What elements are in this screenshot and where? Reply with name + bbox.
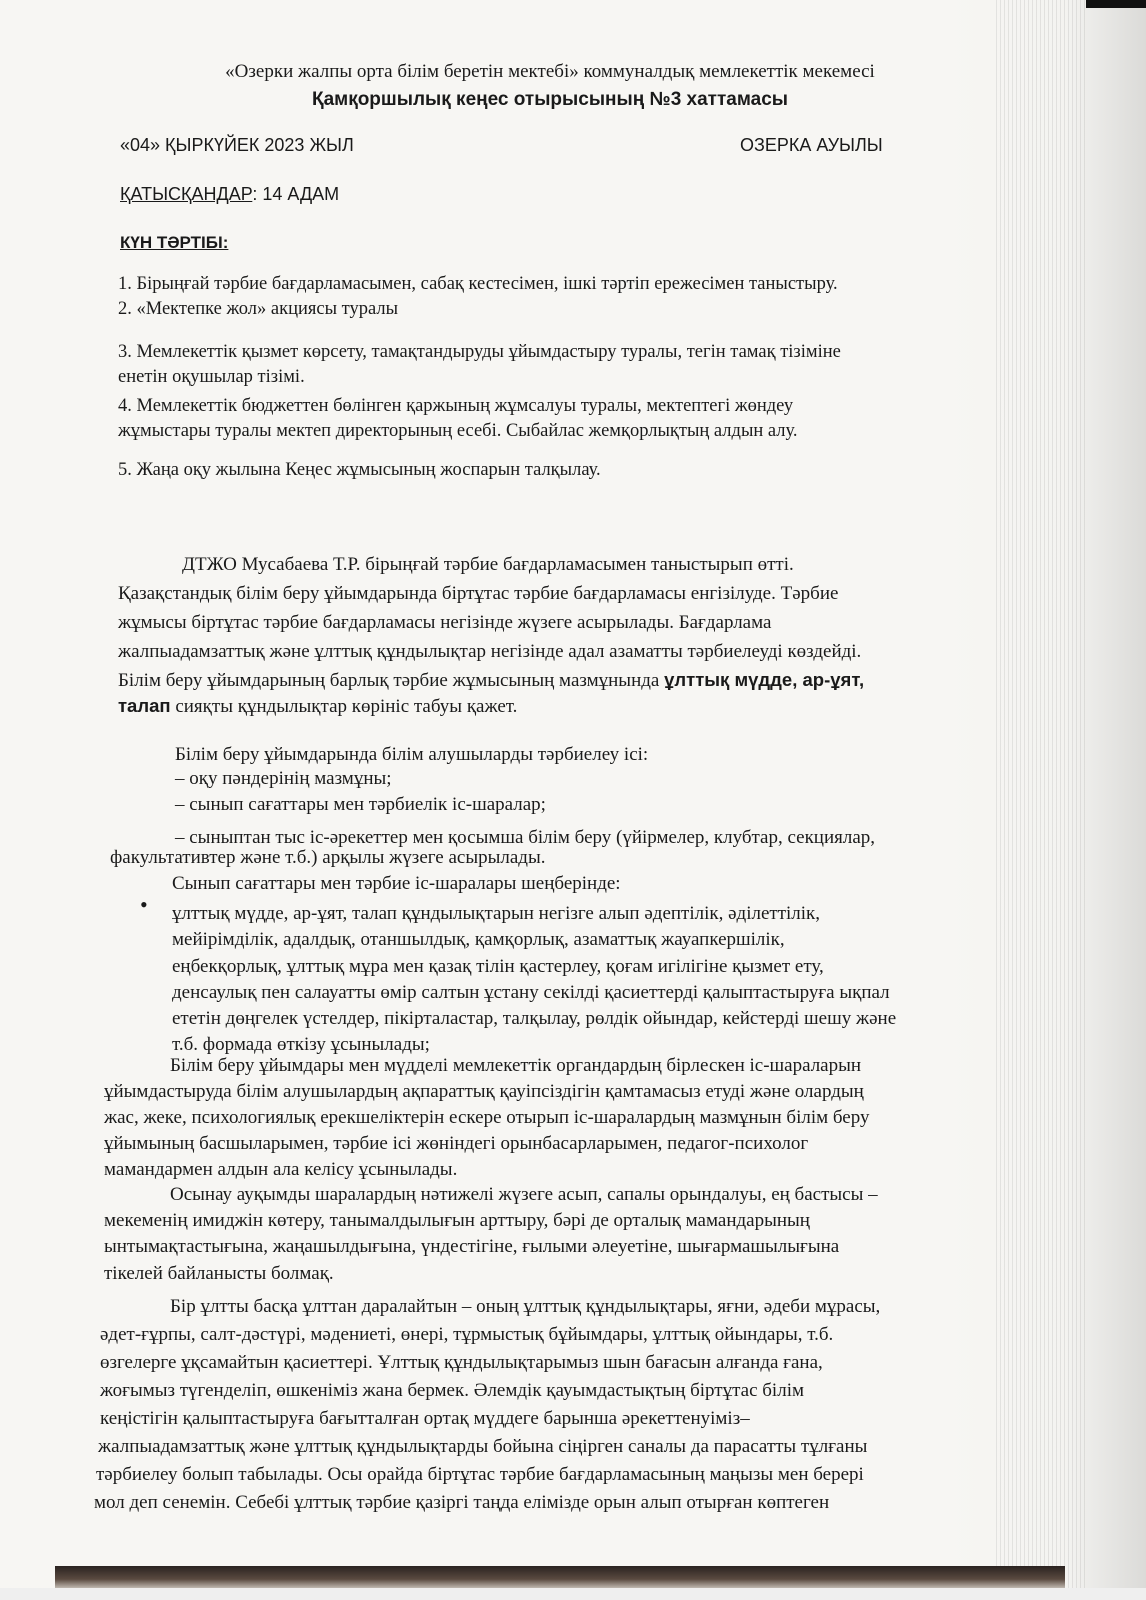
- protocol-title: Қамқоршылық кеңес отырысының №3 хаттамасы: [311, 89, 789, 110]
- agenda-item: 5. Жаңа оқу жылына Кеңес жұмысының жоспарын талқылау.: [118, 460, 601, 480]
- paragraph-line: Бір ұлтты басқа ұлттан даралайтын – оның ұлттық құндылықтары, яғни, әдеби мұрасы,: [170, 1296, 881, 1317]
- participants-label: ҚАТЫСҚАНДАР: [120, 184, 253, 204]
- agenda-item: 2. «Мектепке жол» акциясы туралы: [118, 299, 399, 319]
- list-dash-item: – сыныптан тыс іс-әрекеттер мен қосымша білім беру (үйірмелер, клубтар, секциялар,: [175, 827, 876, 848]
- paragraph-line: жас, жеке, психологиялық ерекшеліктерін ескере отырып іс-шаралардың мазмұнын білім беру: [104, 1107, 870, 1128]
- bold-value: талап: [118, 695, 171, 716]
- agenda-title: КҮН ТӘРТІБІ:: [120, 233, 229, 252]
- paragraph-line: мекеменің имиджін көтеру, танымалдылығын арттыру, бәрі де орталық мамандарының: [104, 1210, 810, 1231]
- institution-heading: «Озерки жалпы орта білім беретін мектебі» коммуналдық мемлекеттік мекемесі: [225, 61, 875, 82]
- bullet-line: т.б. формада өткізу ұсынылады;: [172, 1034, 430, 1055]
- agenda-item: 4. Мемлекеттік бюджеттен бөлінген қаржының жұмсалуы туралы, мектептегі жөндеу: [118, 396, 794, 416]
- agenda-item: жұмыстары туралы мектеп директорының есебі. Сыбайлас жемқорлықтың алдын алу.: [118, 421, 798, 441]
- participants: [120, 182, 339, 206]
- paragraph-line: Білім беру ұйымдары мен мүдделі мемлекеттік органдардың бірлескен іс-шараларын: [170, 1055, 862, 1076]
- scan-edge-shadow: [946, 0, 1146, 1600]
- list-dash-item: – сынып сағаттары мен тәрбиелік іс-шаралар;: [175, 794, 546, 815]
- list-dash-item: – оқу пәндерінің мазмұны;: [175, 768, 392, 789]
- paragraph-line: ұйымдастыруда білім алушылардың ақпараттық қауіпсіздігін қамтамасыз етуді және олардың: [104, 1081, 864, 1102]
- agenda-item: 3. Мемлекеттік қызмет көрсету, тамақтандыруды ұйымдастыру туралы, тегін тамақ тізіміне: [118, 342, 841, 362]
- bullet-marker: •: [140, 892, 148, 917]
- paragraph-line: мол деп сенемін. Себебі ұлттық тәрбие қазіргі таңда елімізде орын алып отырған көптеген: [94, 1492, 830, 1513]
- paragraph-line: жалпыадамзаттық және ұлттық құндылықтар негізінде адал азаматты тәрбиелеуді көздейді.: [118, 641, 862, 662]
- paragraph-line: Білім беру ұйымдарында білім алушыларды тәрбиелеу ісі:: [175, 744, 649, 765]
- paragraph-line: Сынып сағаттары мен тәрбие іс-шаралары шеңберінде:: [172, 873, 621, 894]
- paragraph-line: әдет-ғұрпы, салт-дәстүрі, мәдениеті, өнері, тұрмыстық бұйымдары, ұлттық ойындары, т.б.: [100, 1324, 834, 1345]
- paragraph-line: тікелей байланысты болмақ.: [104, 1263, 334, 1284]
- bullet-line: мейірімділік, адалдық, отаншылдық, қамқорлық, азаматтық жауапкершілік,: [172, 929, 785, 950]
- paragraph-line: ынтымақтастығына, жаңашылдығына, үндестігіне, ғылыми әлеуетіне, шығармашылығына: [104, 1236, 840, 1257]
- paragraph-line: Білім беру ұйымдарының барлық тәрбие жұмысының мазмұнында ұлттық мүдде, ар-ұят,: [118, 669, 865, 691]
- paragraph-line: кеңістігін қалыптастыруға бағытталған ортақ мүддеге барынша әрекеттенуіміз–: [100, 1408, 750, 1429]
- paragraph-line: ДТЖО Мусабаева Т.Р. бірыңғай тәрбие бағдарламасымен таныстырып өтті.: [182, 554, 794, 575]
- paragraph-line: ұйымының басшыларымен, тәрбие ісі жөніндегі орынбасарларымен, педагог-психолог: [104, 1133, 809, 1154]
- paragraph-line: Қазақстандық білім беру ұйымдарында біртұтас тәрбие бағдарламасы енгізілуде. Тәрбие: [118, 583, 839, 604]
- scan-bottom-edge: [55, 1566, 1065, 1588]
- agenda-item: 1. Бірыңғай тәрбие бағдарламасымен, сабақ кестесімен, ішкі тәртіп ережесімен таныстыру.: [118, 274, 838, 294]
- bullet-line: ететін дөңгелек үстелдер, пікірталастар, талқылау, рөлдік ойындар, кейстерді шешу және: [172, 1008, 897, 1029]
- scan-corner-mark: [1086, 0, 1146, 8]
- bullet-line: денсаулық пен салауатты өмір салтын ұстану секілді қасиеттерді қалыптастыруға ықпал: [172, 982, 890, 1003]
- paragraph-line: мамандармен алдын ала келісу ұсынылады.: [104, 1159, 458, 1180]
- scan-bottom-margin: [0, 1588, 1146, 1600]
- paragraph-line: тәрбиелеу болып табылады. Осы орайда біртұтас тәрбие бағдарламасының маңызы мен берері: [96, 1464, 864, 1485]
- meeting-place: ОЗЕРКА АУЫЛЫ: [740, 135, 883, 155]
- bullet-line: еңбекқорлық, ұлттық мұра мен қазақ тілін қастерлеу, қоғам игілігіне қызмет ету,: [172, 956, 824, 977]
- paragraph-line: жоғымыз түгенделіп, өшкеніміз жана бермек. Әлемдік қауымдастықтың біртұтас білім: [100, 1380, 804, 1401]
- paragraph-line: талап сияқты құндылықтар көрініс табуы қажет.: [118, 695, 518, 717]
- paragraph-line: өзгелерге ұқсамайтын қасиеттері. Ұлттық құндылықтарымыз шын бағасын алғанда ғана,: [100, 1352, 823, 1373]
- paragraph-line: жалпыадамзаттық және ұлттық құндылықтарды бойына сіңірген саналы да парасатты тұлғаны: [98, 1436, 868, 1457]
- paragraph-line: Осынау ауқымды шаралардың нәтижелі жүзеге асып, сапалы орындалуы, ең бастысы –: [170, 1184, 878, 1205]
- meeting-date: «04» ҚЫРКҮЙЕК 2023 ЖЫЛ: [120, 135, 354, 155]
- paragraph-line: факультативтер және т.б.) арқылы жүзеге асырылады.: [110, 847, 546, 868]
- paragraph-line: жұмысы біртұтас тәрбие бағдарламасы негізінде жүзеге асырылады. Бағдарлама: [118, 612, 772, 633]
- bullet-line: ұлттық мүдде, ар-ұят, талап құндылықтарын негізге алып әдептілік, әділеттілік,: [172, 903, 821, 924]
- participants-value: : 14 АДАМ: [252, 184, 340, 204]
- agenda-item: енетін оқушылар тізімі.: [118, 367, 305, 387]
- bold-values: ұлттық мүдде, ар-ұят,: [664, 669, 865, 690]
